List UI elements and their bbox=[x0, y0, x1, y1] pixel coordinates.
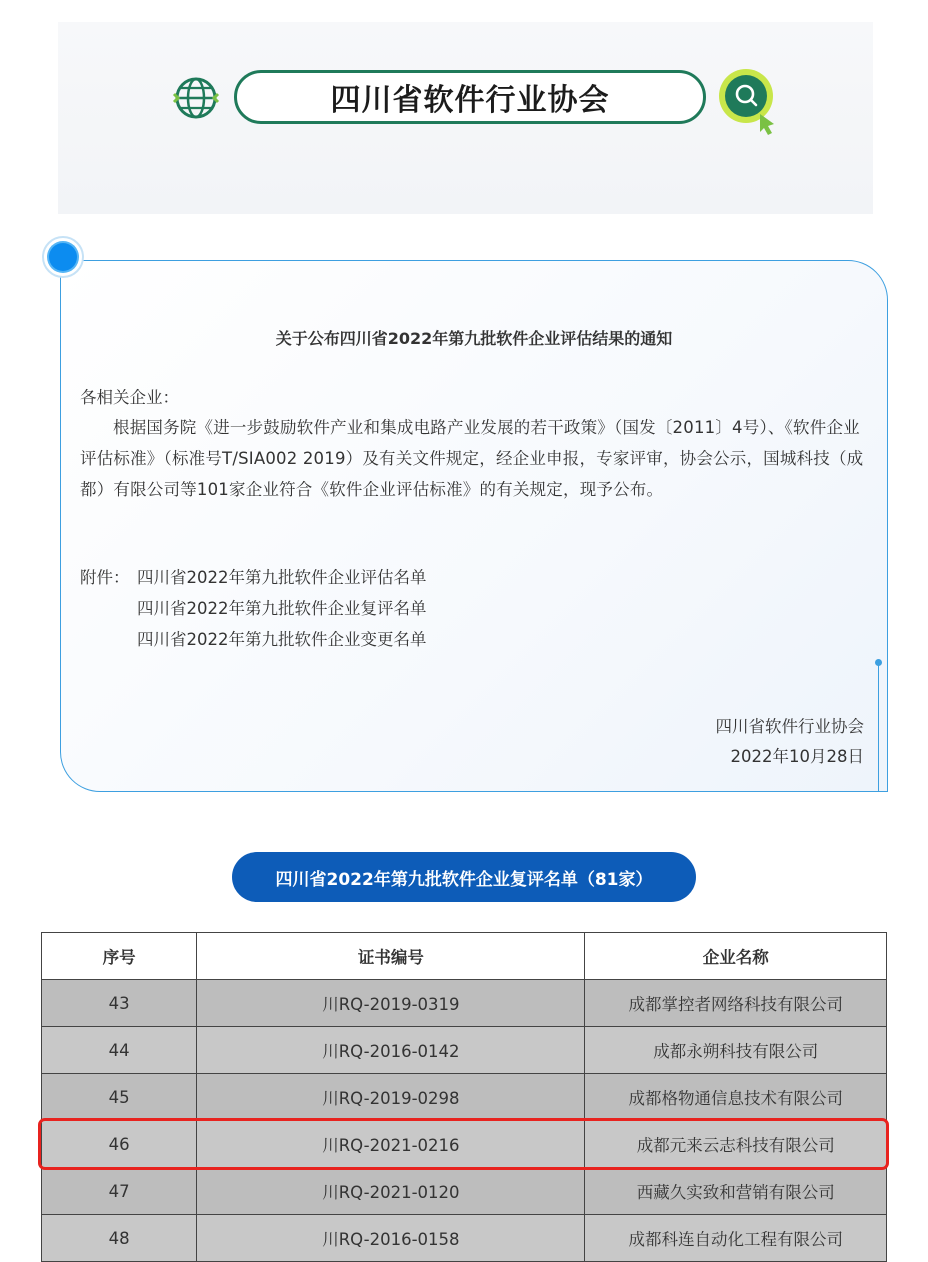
row-cert: 川RQ-2021-0216 bbox=[197, 1121, 585, 1168]
table-row bbox=[42, 980, 887, 1027]
review-list-table bbox=[41, 932, 887, 1262]
table-header-row bbox=[42, 933, 887, 980]
row-no: 46 bbox=[42, 1121, 197, 1168]
notice-title: 关于公布四川省2022年第九批软件企业评估结果的通知 bbox=[275, 329, 673, 348]
row-no: 44 bbox=[42, 1027, 197, 1074]
card-bullet-dot bbox=[42, 236, 84, 278]
column-header-company: 企业名称 bbox=[585, 933, 887, 980]
attachment-item: 四川省2022年第九批软件企业变更名单 bbox=[137, 630, 427, 649]
site-title: 四川省软件行业协会 bbox=[234, 70, 706, 124]
row-company: 成都科连自动化工程有限公司 bbox=[585, 1215, 887, 1262]
row-cert: 川RQ-2021-0120 bbox=[197, 1168, 585, 1215]
table-row bbox=[42, 1215, 887, 1262]
row-no: 43 bbox=[42, 980, 197, 1027]
row-company: 成都元来云志科技有限公司 bbox=[585, 1121, 887, 1168]
card-side-decoration bbox=[878, 662, 879, 792]
table-row bbox=[42, 1027, 887, 1074]
row-cert: 川RQ-2016-0142 bbox=[197, 1027, 585, 1074]
row-company: 成都永朔科技有限公司 bbox=[585, 1027, 887, 1074]
row-cert: 川RQ-2016-0158 bbox=[197, 1215, 585, 1262]
attachment-item: 四川省2022年第九批软件企业复评名单 bbox=[137, 599, 427, 618]
row-company: 成都掌控者网络科技有限公司 bbox=[585, 980, 887, 1027]
attachments-label: 附件： bbox=[80, 568, 130, 587]
signature-date: 2022年10月28日 bbox=[730, 747, 864, 766]
column-header-no: 序号 bbox=[42, 933, 197, 980]
row-company: 成都格物通信息技术有限公司 bbox=[585, 1074, 887, 1121]
column-header-cert: 证书编号 bbox=[197, 933, 585, 980]
globe-icon bbox=[172, 74, 220, 122]
row-no: 47 bbox=[42, 1168, 197, 1215]
signature-block bbox=[716, 712, 865, 772]
table-row bbox=[42, 1074, 887, 1121]
search-icon[interactable] bbox=[716, 66, 780, 136]
attachments-list bbox=[80, 562, 870, 655]
notice-greeting: 各相关企业： bbox=[80, 388, 179, 407]
table-row bbox=[42, 1168, 887, 1215]
list-title: 四川省2022年第九批软件企业复评名单（81家） bbox=[232, 852, 696, 902]
row-no: 48 bbox=[42, 1215, 197, 1262]
signature-org: 四川省软件行业协会 bbox=[715, 717, 864, 736]
row-cert: 川RQ-2019-0319 bbox=[197, 980, 585, 1027]
row-cert: 川RQ-2019-0298 bbox=[197, 1074, 585, 1121]
notice-body: 根据国务院《进一步鼓励软件产业和集成电路产业发展的若干政策》（国发〔2011〕4号）、《软件企业评估标准》（标准号T/SIA002 2019）及有关文件规定，经企业申报，专家评审，协会公示，国城科技（成都）有限公司等101家企业符合《软件企业评估标准》的有关规定，现予公布。 bbox=[80, 418, 864, 499]
row-company: 西藏久实致和营销有限公司 bbox=[585, 1168, 887, 1215]
attachment-item: 四川省2022年第九批软件企业评估名单 bbox=[137, 568, 427, 587]
table-row-highlighted bbox=[42, 1121, 887, 1168]
row-no: 45 bbox=[42, 1074, 197, 1121]
